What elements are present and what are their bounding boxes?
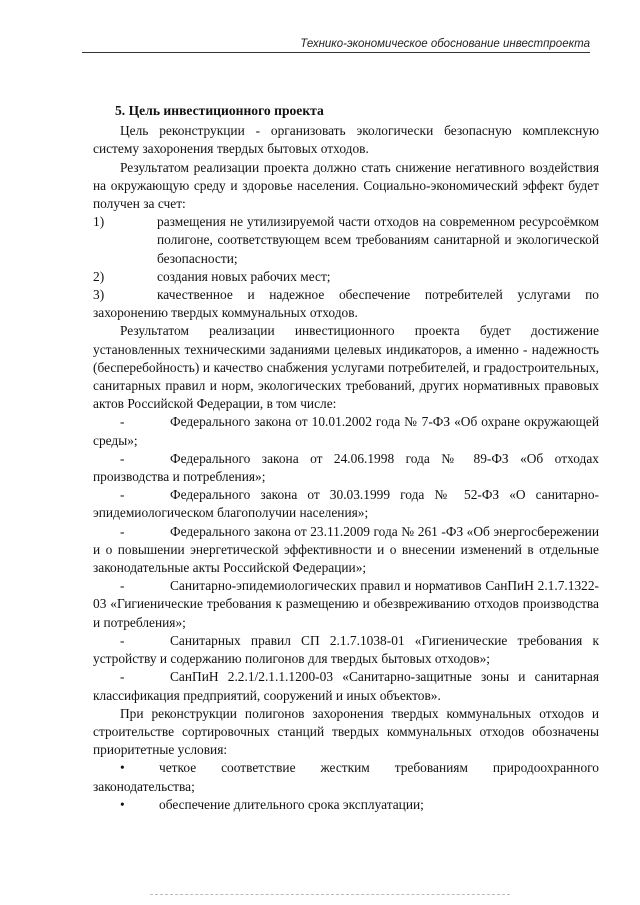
- numbered-item-3: 3) качественное и надежное обеспечение потребителей услугами по захоронению твердых коммунальных отходов.: [93, 287, 599, 321]
- paragraph-result: Результатом реализации проекта должно стать снижение негативного воздействия на окружающую среду и здоровье населения. Социально-экономический эффект будет получен за счет:: [93, 159, 599, 212]
- law-item-4: - Федерального закона от 23.11.2009 года № 261 -ФЗ «Об энергосбережении и о повышении энергетической эффективности и о внесении изменений в отдельные законодательные акты Российской Федерации»;: [93, 523, 599, 576]
- law-item-2: - Федерального закона от 24.06.1998 года № 89-ФЗ «Об отходах производства и потребления»;: [93, 450, 599, 485]
- document-body: [93, 102, 599, 814]
- law-item-5: - Санитарно-эпидемиологических правил и нормативов СанПиН 2.1.7.1322-03 «Гигиенические требования к размещению и обезвреживанию отходов производства и потребления»;: [93, 578, 599, 630]
- paragraph-conditions: При реконструкции полигонов захоронения твердых коммунальных отходов и строительстве сортировочных станций твердых коммунальных отходов обозначены приоритетные условия:: [93, 705, 599, 758]
- running-header: [82, 38, 590, 53]
- paragraph-indicators: Результатом реализации инвестиционного проекта будет достижение установленных техническими заданиями целевых индикаторов, а именно - надежность (бесперебойность) и качество снабжения услугами потребителей, и градостроительных, санитарных правил и норм, экологических требований, других нормативных правовых актов Российской Федерации, в том числе:: [93, 323, 599, 412]
- law-item-7: - СанПиН 2.2.1/2.1.1.1200-03 «Санитарно-защитные зоны и санитарная классификация предприятий, сооружений и иных объектов».: [93, 669, 599, 703]
- numbered-item-1: 1) размещения не утилизируемой части отходов на современном ресурсоёмком полигоне, соответствующем всем требованиям санитарной и экологической безопасности;: [93, 214, 599, 266]
- law-item-3: - Федерального закона от 30.03.1999 года № 52-ФЗ «О санитарно-эпидемиологическом благополучии населения»;: [93, 487, 599, 521]
- scan-artifact-line: [150, 894, 510, 895]
- law-item-1: - Федерального закона от 10.01.2002 года № 7-ФЗ «Об охране окружающей среды»;: [93, 414, 599, 448]
- running-title: Технико-экономическое обоснование инвестпроекта: [300, 38, 590, 50]
- bullet-item-1: • четкое соответствие жестким требованиям природоохранного законодательства;: [93, 760, 599, 794]
- section-title: 5. Цель инвестиционного проекта: [115, 103, 324, 118]
- bullet-item-2: • обеспечение длительного срока эксплуатации;: [120, 796, 424, 812]
- numbered-item-2: 2) создания новых рабочих мест;: [93, 268, 331, 284]
- paragraph-goal: Цель реконструкции - организовать экологически безопасную комплексную систему захоронения твердых бытовых отходов.: [93, 123, 599, 157]
- law-item-6: - Санитарных правил СП 2.1.7.1038-01 «Гигиенические требования к устройству и содержанию полигонов для твердых бытовых отходов»;: [93, 632, 599, 667]
